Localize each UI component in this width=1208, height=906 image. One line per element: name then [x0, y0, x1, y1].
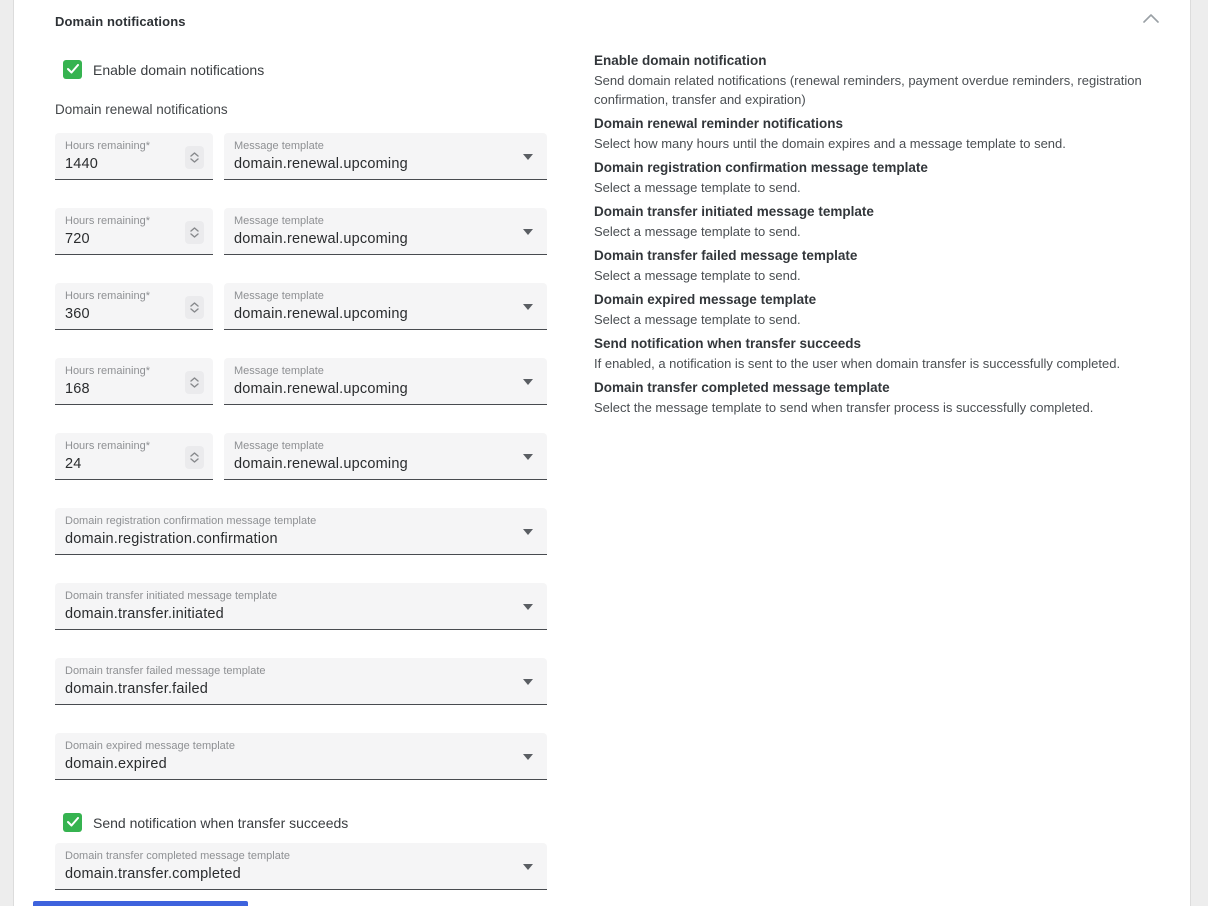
help-column: [594, 53, 1169, 424]
send-notification-transfer-checkbox[interactable]: [63, 813, 82, 832]
template-select-label: Domain transfer initiated message template: [65, 590, 278, 602]
hours-remaining-value: 168: [65, 381, 90, 397]
help-item-title: Domain transfer completed message template: [594, 380, 890, 395]
caret-down-icon: [523, 679, 533, 685]
chevron-up-icon: [1143, 10, 1159, 28]
message-template-value: domain.renewal.upcoming: [234, 456, 408, 472]
number-stepper-icon[interactable]: [185, 146, 204, 169]
caret-down-icon: [523, 454, 533, 460]
template-select[interactable]: [55, 658, 547, 705]
checkbox-label: Send notification when transfer succeeds: [93, 814, 349, 831]
help-item-description: Select the message template to send when transfer process is successfully completed.: [594, 400, 1094, 415]
help-item: [594, 116, 1169, 153]
help-item: [594, 248, 1169, 285]
caret-down-icon: [523, 379, 533, 385]
help-item: [594, 380, 1169, 417]
checkmark-icon: [67, 61, 79, 79]
caret-down-icon: [523, 154, 533, 160]
hours-remaining-input[interactable]: [55, 433, 213, 480]
help-item: [594, 336, 1169, 373]
collapse-panel-button[interactable]: [1140, 10, 1162, 28]
caret-down-icon: [523, 529, 533, 535]
help-item: [594, 204, 1169, 241]
transfer-completed-select[interactable]: [55, 843, 547, 890]
hours-remaining-input[interactable]: [55, 358, 213, 405]
caret-down-icon: [523, 754, 533, 760]
help-item-description: Select a message template to send.: [594, 268, 801, 283]
renewal-section-label: Domain renewal notifications: [55, 102, 228, 117]
renewal-row: [55, 358, 547, 405]
help-item-title: Domain registration confirmation message template: [594, 160, 928, 175]
hours-remaining-input[interactable]: [55, 283, 213, 330]
renewal-row: [55, 283, 547, 330]
template-select[interactable]: [55, 508, 547, 555]
caret-down-icon: [523, 864, 533, 870]
domain-notifications-panel: [14, 0, 1190, 906]
help-item-title: Enable domain notification: [594, 53, 767, 68]
help-item: [594, 160, 1169, 197]
help-item-description: If enabled, a notification is sent to the user when domain transfer is successfully completed.: [594, 356, 1121, 371]
help-item: [594, 292, 1169, 329]
renewal-row: [55, 208, 547, 255]
help-item-description: Select a message template to send.: [594, 312, 801, 327]
caret-down-icon: [523, 304, 533, 310]
message-template-label: Message template: [234, 440, 324, 452]
hours-remaining-label: Hours remaining*: [65, 440, 150, 452]
template-select[interactable]: [55, 733, 547, 780]
hours-remaining-value: 24: [65, 456, 82, 472]
message-template-select[interactable]: [224, 208, 547, 255]
template-select-label: Domain transfer failed message template: [65, 665, 266, 677]
help-item-title: Domain expired message template: [594, 292, 817, 307]
template-select-value: domain.transfer.initiated: [65, 606, 224, 622]
hours-remaining-input[interactable]: [55, 208, 213, 255]
help-item-title: Domain transfer failed message template: [594, 248, 858, 263]
hours-remaining-value: 1440: [65, 156, 99, 172]
template-select-value: domain.expired: [65, 756, 167, 772]
renewal-row: [55, 133, 547, 180]
checkmark-icon: [67, 814, 79, 832]
template-select-label: Domain expired message template: [65, 740, 235, 752]
message-template-value: domain.renewal.upcoming: [234, 231, 408, 247]
template-select-value: domain.transfer.failed: [65, 681, 209, 697]
number-stepper-icon[interactable]: [185, 446, 204, 469]
save-button-partial[interactable]: [33, 901, 248, 906]
help-item: [594, 53, 1169, 109]
message-template-select[interactable]: [224, 358, 547, 405]
hours-remaining-value: 720: [65, 231, 90, 247]
help-item-title: Send notification when transfer succeeds: [594, 336, 862, 351]
template-select-value: domain.transfer.completed: [65, 866, 241, 882]
number-stepper-icon[interactable]: [185, 371, 204, 394]
template-select-label: Domain transfer completed message template: [65, 850, 290, 862]
message-template-select[interactable]: [224, 283, 547, 330]
message-template-label: Message template: [234, 140, 324, 152]
message-template-label: Message template: [234, 290, 324, 302]
hours-remaining-input[interactable]: [55, 133, 213, 180]
message-template-label: Message template: [234, 365, 324, 377]
hours-remaining-label: Hours remaining*: [65, 290, 150, 302]
enable-notifications-row: [63, 60, 264, 79]
checkbox-label: Enable domain notifications: [93, 61, 265, 78]
template-select-label: Domain registration confirmation message template: [65, 515, 317, 527]
enable-domain-notifications-checkbox[interactable]: [63, 60, 82, 79]
help-item-description: Send domain related notifications (renewal reminders, payment overdue reminders, registration confirmation, transfer and expiration): [594, 73, 1142, 107]
transfer-succeeds-row: [63, 813, 348, 832]
help-item-title: Domain transfer initiated message template: [594, 204, 874, 219]
caret-down-icon: [523, 229, 533, 235]
message-template-label: Message template: [234, 215, 324, 227]
hours-remaining-value: 360: [65, 306, 90, 322]
template-select-value: domain.registration.confirmation: [65, 531, 278, 547]
help-item-title: Domain renewal reminder notifications: [594, 116, 844, 131]
renewal-row: [55, 433, 547, 480]
panel-title: Domain notifications: [55, 14, 186, 29]
template-selects: [55, 508, 547, 808]
help-item-description: Select how many hours until the domain expires and a message template to send.: [594, 136, 1066, 151]
number-stepper-icon[interactable]: [185, 296, 204, 319]
hours-remaining-label: Hours remaining*: [65, 215, 150, 227]
renewal-rows: [55, 133, 547, 508]
hours-remaining-label: Hours remaining*: [65, 140, 150, 152]
template-select[interactable]: [55, 583, 547, 630]
hours-remaining-label: Hours remaining*: [65, 365, 150, 377]
message-template-value: domain.renewal.upcoming: [234, 381, 408, 397]
help-item-description: Select a message template to send.: [594, 180, 801, 195]
message-template-value: domain.renewal.upcoming: [234, 156, 408, 172]
help-item-description: Select a message template to send.: [594, 224, 801, 239]
caret-down-icon: [523, 604, 533, 610]
message-template-value: domain.renewal.upcoming: [234, 306, 408, 322]
number-stepper-icon[interactable]: [185, 221, 204, 244]
message-template-select[interactable]: [224, 133, 547, 180]
left-page-gutter: [0, 0, 14, 906]
right-scroll-gutter[interactable]: [1190, 0, 1208, 906]
message-template-select[interactable]: [224, 433, 547, 480]
